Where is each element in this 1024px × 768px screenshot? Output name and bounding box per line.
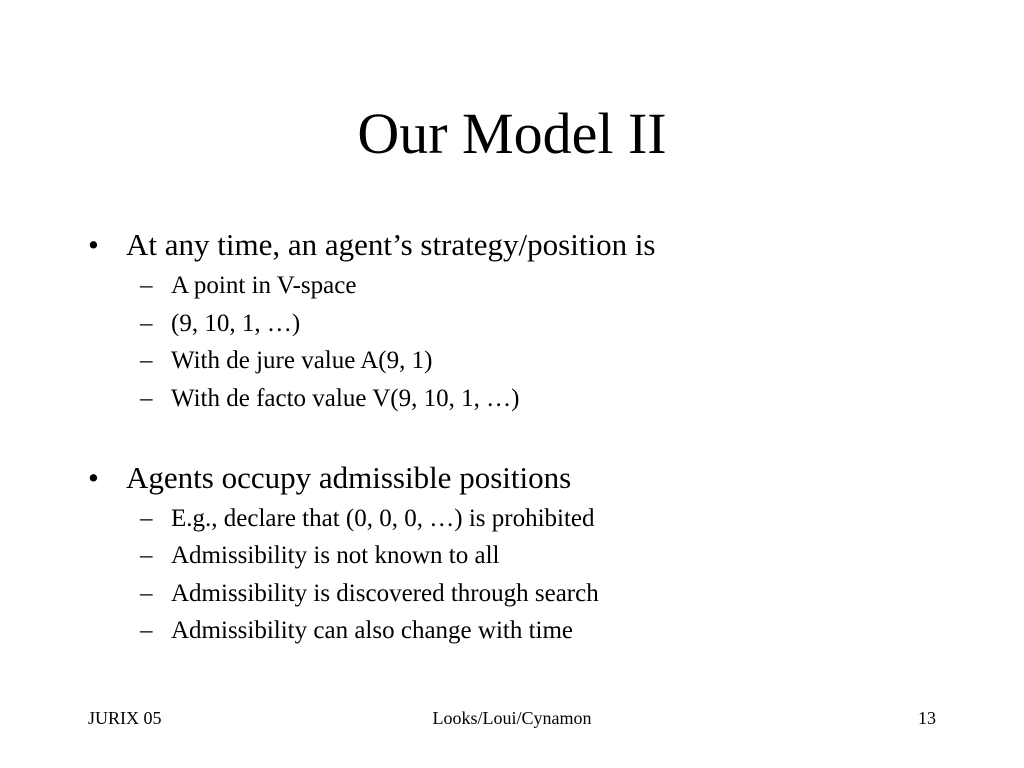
sub-bullet-item: With de jure value A(9, 1) [171, 347, 433, 374]
sub-bullet-item: E.g., declare that (0, 0, 0, …) is prohibited [171, 505, 595, 532]
slide-title: Our Model II [357, 101, 667, 166]
sub-bullet-item: Admissibility can also change with time [171, 617, 574, 644]
sub-bullet-marker: – [140, 310, 153, 337]
footer-conference: JURIX 05 [88, 708, 162, 728]
sub-bullet-item: Admissibility is discovered through search [171, 580, 599, 607]
sub-bullet-marker: – [140, 505, 153, 532]
sub-bullet-item: Admissibility is not known to all [171, 542, 500, 569]
sub-bullet-item: With de facto value V(9, 10, 1, …) [171, 385, 520, 412]
sub-bullet-marker: – [140, 347, 153, 374]
bullet-marker: • [88, 227, 99, 262]
sub-bullet-marker: – [140, 272, 153, 299]
sub-bullet-marker: – [140, 385, 153, 412]
bullet-item: At any time, an agent’s strategy/position is [126, 227, 656, 262]
bullet-item: Agents occupy admissible positions [126, 460, 572, 495]
footer-page-number: 13 [918, 708, 936, 728]
bullet-marker: • [88, 460, 99, 495]
sub-bullet-marker: – [140, 542, 153, 569]
sub-bullet-item: A point in V-space [171, 272, 357, 299]
footer-authors: Looks/Loui/Cynamon [432, 708, 592, 728]
sub-bullet-item: (9, 10, 1, …) [171, 310, 301, 337]
sub-bullet-marker: – [140, 617, 153, 644]
sub-bullet-marker: – [140, 580, 153, 607]
